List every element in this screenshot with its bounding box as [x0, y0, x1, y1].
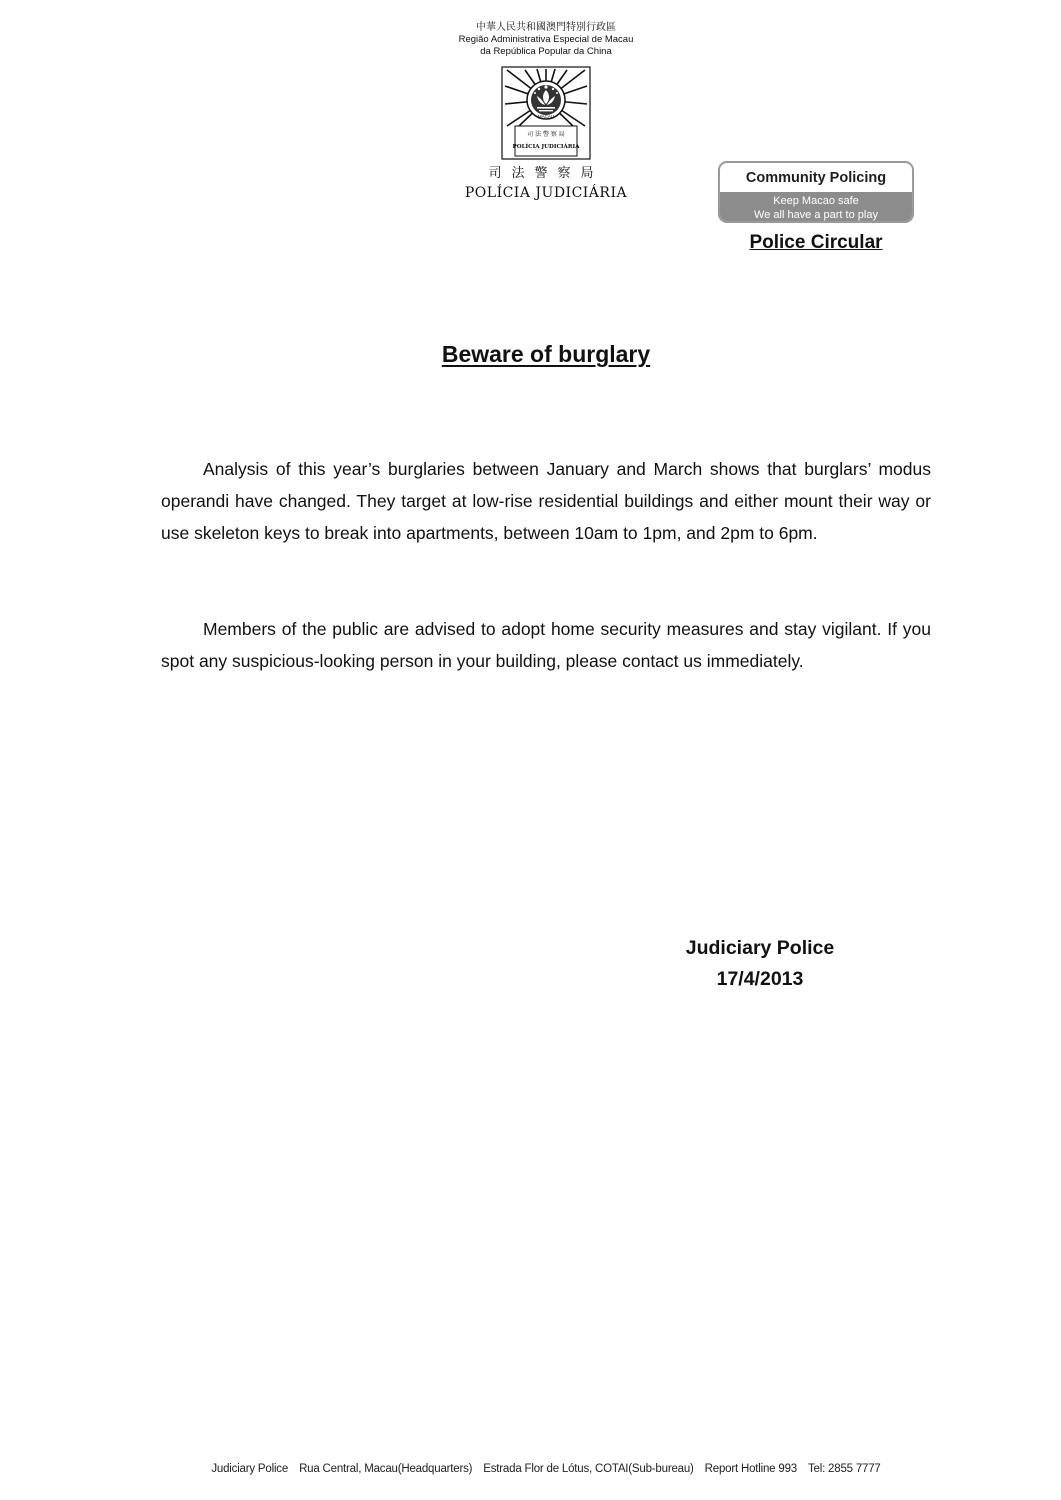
emblem-portuguese-label: POLÍCIA JUDICIÁRIA [512, 144, 580, 150]
footer-telephone: Tel: 2855 7777 [807, 1463, 881, 1475]
agency-name-chinese: 司法警察局 [488, 166, 604, 181]
footer-report-hotline: Report Hotline 993 [704, 1463, 797, 1475]
emblem-chinese-label: 司 法 警 察 局 [527, 131, 565, 138]
footer-sub-bureau-address: Estrada Flor de Lótus, COTAI(Sub-bureau) [483, 1463, 694, 1475]
notice-paragraph-1: Analysis of this year’s burglaries between January and March shows that burglars’ modus operandi have changed. They target at low-rise residential buildings and either mount their way or use skeleton keys to break into apartments, between 10am to 1pm, and 2pm to 6pm. [161, 459, 931, 543]
region-name-chinese: 中華人民共和國澳門特別行政區 [476, 22, 616, 33]
community-policing-slogan-line-2: We all have a part to play [754, 209, 878, 221]
letterhead [430, 22, 662, 202]
footer-headquarters-address: Rua Central, Macau(Headquarters) [299, 1463, 473, 1475]
police-circular-label: Police Circular [749, 232, 883, 253]
community-policing-badge [718, 161, 914, 223]
agency-name-portuguese: POLÍCIA JUDICIÁRIA [464, 185, 628, 201]
signature-issuer: Judiciary Police [685, 937, 835, 959]
signature-date: 17/4/2013 [716, 968, 804, 990]
notice-paragraph-2: Members of the public are advised to adopt home security measures and stay vigilant. If you spot any suspicious-looking person in your building, please contact us immediately. [161, 619, 931, 671]
emblem-macau-label: MACAU [537, 114, 555, 119]
region-name-portuguese-line-2: da República Popular da China [480, 46, 612, 57]
community-policing-slogan-line-1: Keep Macao safe [773, 195, 859, 207]
region-name-portuguese-line-1: Região Administrativa Especial de Macau [458, 34, 634, 45]
notice-title: Beware of burglary [441, 341, 651, 367]
footer-agency-name: Judiciary Police [211, 1463, 289, 1475]
police-emblem-icon [501, 66, 591, 160]
footer-contact-line [0, 1463, 1061, 1475]
community-policing-slogan [720, 192, 912, 223]
community-policing-title: Community Policing [745, 170, 887, 186]
signature-block [640, 933, 880, 995]
